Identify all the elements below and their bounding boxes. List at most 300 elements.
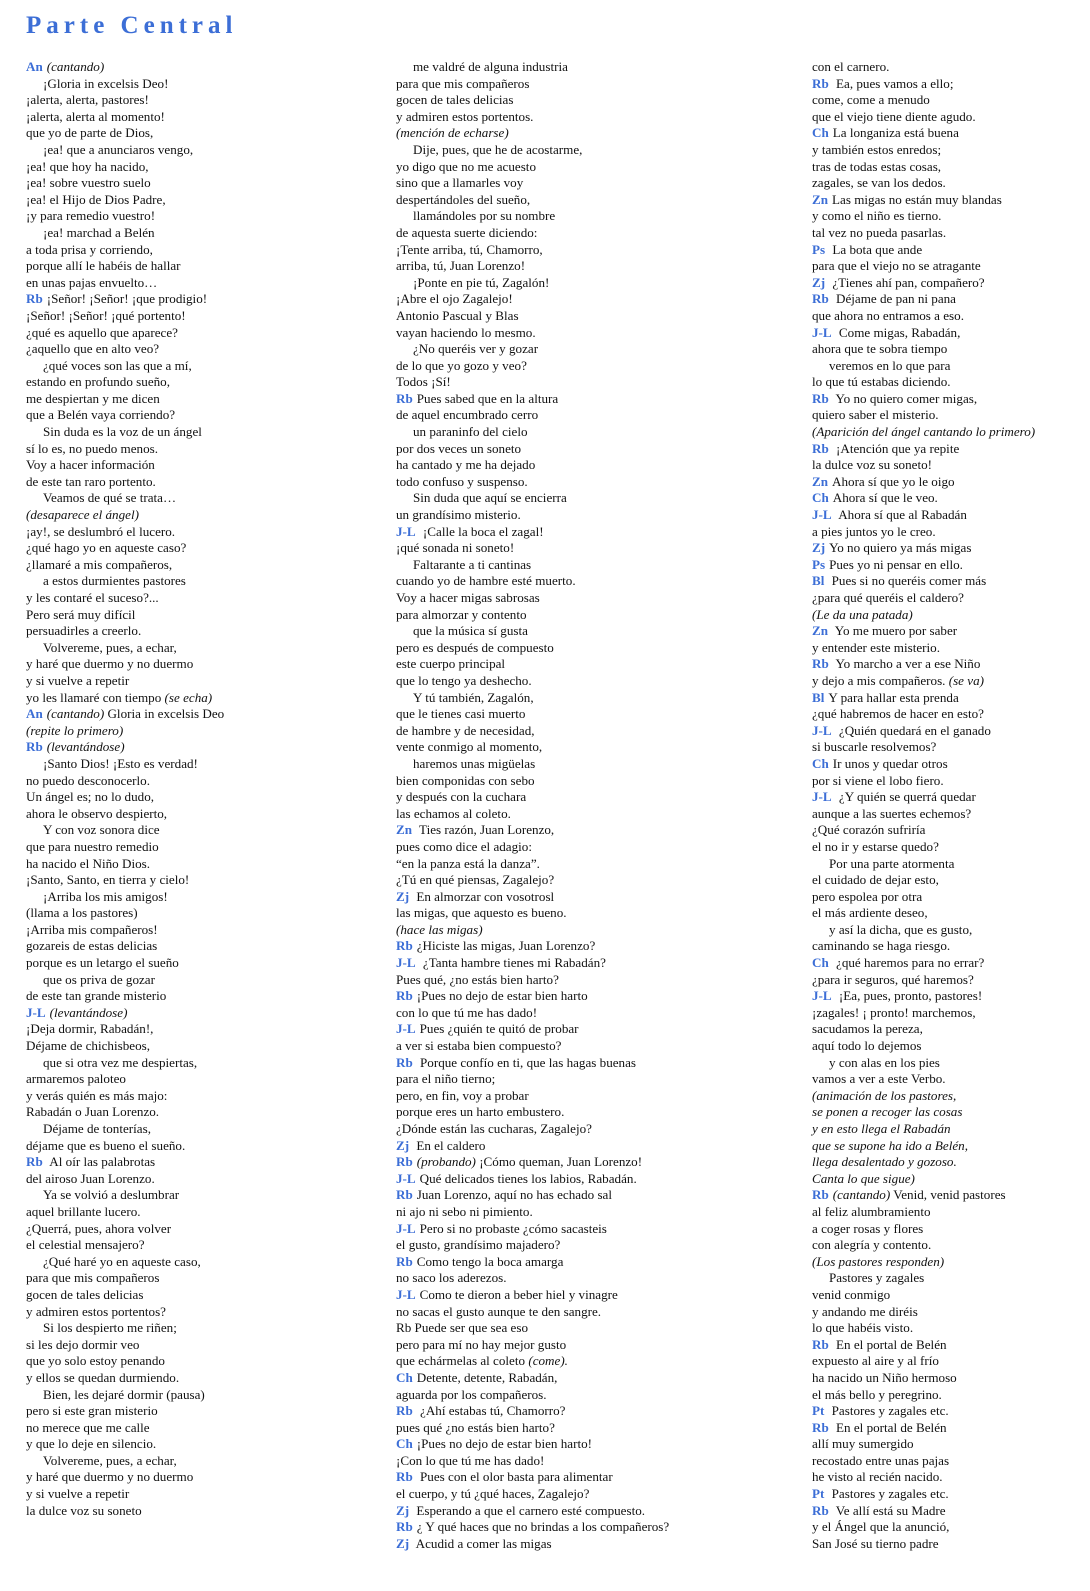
verse-line (26, 1187, 376, 1204)
verse-text: del airoso Juan Lorenzo. (26, 1170, 155, 1186)
verse-line (812, 524, 1082, 541)
verse-text: y andando me diréis (812, 1303, 918, 1319)
verse-text: y haré que duermo y no duermo (26, 1469, 194, 1485)
verse-text: Déjame de pan ni pana (832, 291, 956, 307)
verse-text: lo que habéis visto. (812, 1320, 914, 1336)
verse-text: Sin duda que aquí se encierra (413, 490, 567, 506)
verse-line (26, 291, 376, 308)
speaker-tag: Rb (812, 291, 829, 307)
verse-line (396, 889, 746, 906)
verse-line (396, 1486, 746, 1503)
stage-direction: Canta lo que sigue) (812, 1170, 915, 1186)
verse-line (812, 938, 1082, 955)
verse-text: Ahora sí que yo le oigo (832, 473, 955, 489)
page-title: Parte Central (26, 12, 238, 39)
verse-line (396, 1436, 746, 1453)
verse-line (812, 706, 1082, 723)
verse-line (812, 1055, 1082, 1072)
verse-text: ¡Señor! ¡Señor! ¡qué portento! (26, 307, 186, 323)
verse-text: ¡Calle la boca el zagal! (419, 523, 544, 539)
stage-direction: (levantándose) (49, 1004, 128, 1020)
verse-text: ¡Ea, pues, pronto, pastores! (835, 988, 983, 1004)
speaker-tag: J-L (396, 1220, 416, 1236)
verse-text: Ahora sí que le veo. (832, 490, 938, 506)
verse-text: ¿para qué queréis el caldero? (812, 590, 964, 605)
verse-text: ¡ay!, se deslumbró el lucero. (26, 523, 176, 539)
text-column-left (26, 59, 376, 1519)
verse-line (26, 1138, 376, 1155)
verse-text: de este tan grande misterio (26, 988, 167, 1004)
verse-line (812, 1221, 1082, 1238)
verse-text: En el portal de Belén (832, 1419, 947, 1435)
verse-text: Y para hallar esta prenda (828, 689, 959, 705)
verse-line (812, 125, 1082, 142)
verse-text: y si vuelve a repetir (26, 1486, 130, 1502)
verse-line (396, 1536, 746, 1553)
verse-line (396, 424, 746, 441)
verse-line (26, 889, 376, 906)
speaker-tag: An (26, 59, 43, 74)
verse-line (26, 441, 376, 458)
verse-line (26, 407, 376, 424)
stage-direction: (Los pastores responden) (812, 1253, 945, 1269)
verse-text: que yo de parte de Dios, (26, 125, 154, 141)
verse-line (26, 1121, 376, 1138)
verse-text: ¿Quién quedará en el ganado (835, 722, 991, 738)
verse-line (396, 1021, 746, 1038)
stage-direction: (hace las migas) (396, 921, 483, 937)
verse-line (396, 1387, 746, 1404)
speaker-tag: Rb (26, 1154, 43, 1170)
verse-line (812, 1038, 1082, 1055)
verse-text: pues qué ¿no estás bien harto? (396, 1419, 555, 1435)
verse-line (26, 1387, 376, 1404)
verse-line (396, 92, 746, 109)
verse-line (812, 1021, 1082, 1038)
verse-line (396, 806, 746, 823)
speaker-tag: Zj (812, 540, 826, 556)
verse-line (26, 474, 376, 491)
speaker-tag: Rb (812, 440, 829, 456)
verse-text: para que mis compañeros (396, 75, 530, 91)
verse-line (26, 1055, 376, 1072)
verse-line (26, 972, 376, 989)
verse-text: si buscarle resolvemos? (812, 739, 937, 755)
verse-text: sí lo es, no puedo menos. (26, 440, 159, 456)
verse-text: y entender este misterio. (812, 639, 940, 655)
verse-line (396, 1453, 746, 1470)
verse-line (26, 1453, 376, 1470)
speaker-tag: Rb (396, 1187, 413, 1203)
verse-text: Voy a hacer información (26, 457, 155, 473)
verse-text: ¡Arriba los mis amigos! (43, 888, 168, 904)
verse-text: si les dejo dormir veo (26, 1336, 140, 1352)
verse-line (812, 291, 1082, 308)
speaker-tag: Ch (812, 955, 829, 971)
verse-text: Todos ¡Sí! (396, 374, 451, 390)
verse-text: a ver si estaba bien compuesto? (396, 1038, 562, 1054)
verse-text: y ellos se quedan durmiendo. (26, 1369, 180, 1385)
verse-line (396, 1270, 746, 1287)
verse-line (812, 1287, 1082, 1304)
verse-line (396, 1121, 746, 1138)
verse-line (396, 1403, 746, 1420)
verse-text: Volvereme, pues, a echar, (43, 639, 177, 655)
verse-line (396, 308, 746, 325)
speaker-tag: J-L (812, 507, 832, 523)
speaker-tag: Ch (812, 490, 829, 506)
verse-text: un grandísimo misterio. (396, 507, 521, 523)
verse-line (26, 1436, 376, 1453)
verse-line (396, 1320, 746, 1337)
speaker-tag: J-L (396, 1286, 416, 1302)
verse-text: Por una parte atormenta (829, 855, 955, 871)
verse-text: La bota que ande (829, 241, 923, 257)
verse-line (396, 441, 746, 458)
verse-line (812, 1387, 1082, 1404)
verse-line (812, 457, 1082, 474)
verse-line (396, 1287, 746, 1304)
verse-line (812, 1005, 1082, 1022)
verse-text: Un ángel es; no lo dudo, (26, 789, 155, 805)
verse-line (26, 208, 376, 225)
verse-text: a pies juntos yo le creo. (812, 523, 936, 539)
verse-text: y así la dicha, que es gusto, (829, 921, 973, 937)
verse-line (26, 822, 376, 839)
verse-line (396, 756, 746, 773)
verse-text: que echármelas al coleto (396, 1353, 526, 1369)
verse-line (812, 1138, 1082, 1155)
verse-line (396, 656, 746, 673)
verse-line (812, 988, 1082, 1005)
verse-text: ¿para ir seguros, qué haremos? (812, 971, 974, 987)
verse-line (26, 557, 376, 574)
verse-line (396, 258, 746, 275)
verse-text: ¡Abre el ojo Zagalejo! (396, 291, 513, 307)
speaker-tag: Pt (812, 1486, 825, 1502)
stage-direction: (animación de los pastores, (812, 1087, 957, 1103)
verse-text: ¿aquello que en alto veo? (26, 341, 160, 357)
speaker-tag: Rb (396, 1054, 413, 1070)
verse-line (812, 59, 1082, 76)
verse-line (812, 1187, 1082, 1204)
verse-line (396, 1519, 746, 1536)
verse-line (396, 1187, 746, 1204)
verse-text: el gusto, grandísimo majadero? (396, 1237, 561, 1253)
verse-text: Yo no quiero comer migas, (832, 390, 978, 406)
verse-text: para que mis compañeros (26, 1270, 160, 1286)
verse-text: y después con la cuchara (396, 789, 527, 805)
verse-text: pero, en fin, voy a probar (396, 1087, 529, 1103)
text-column-middle (396, 59, 746, 1552)
verse-text: he visto al recién nacido. (812, 1469, 943, 1485)
verse-line (26, 524, 376, 541)
speaker-tag: J-L (396, 1170, 416, 1186)
verse-text: Yo me muero por saber (832, 623, 958, 639)
verse-line (26, 1254, 376, 1271)
speaker-tag: Bl (812, 689, 825, 705)
verse-line (812, 1469, 1082, 1486)
verse-line (26, 1304, 376, 1321)
verse-text: y con alas en los pies (829, 1054, 940, 1070)
verse-line (26, 242, 376, 259)
verse-line (396, 938, 746, 955)
speaker-tag: Ps (812, 556, 826, 572)
verse-line (812, 275, 1082, 292)
verse-line (26, 806, 376, 823)
verse-line (26, 457, 376, 474)
verse-text: con alegría y contento. (812, 1237, 932, 1253)
verse-line (26, 1104, 376, 1121)
verse-text: el cuerpo, y tú ¿qué haces, Zagalejo? (396, 1486, 590, 1502)
verse-line (812, 590, 1082, 607)
verse-text: armaremos paloteo (26, 1071, 126, 1087)
verse-text: ha nacido el Niño Dios. (26, 855, 151, 871)
verse-text: que a Belén vaya corriendo? (26, 407, 176, 423)
speaker-tag: Rb (26, 739, 43, 755)
verse-text: Ya se volvió a deslumbrar (43, 1187, 180, 1203)
verse-text: gocen de tales delicias (396, 92, 514, 108)
stage-direction: y en esto llega el Rabadán (812, 1121, 951, 1136)
verse-text: ¡Con lo que tú me has dado! (396, 1452, 545, 1468)
verse-line (26, 192, 376, 209)
verse-text: Ea, pues vamos a ello; (832, 75, 954, 91)
verse-line (812, 789, 1082, 806)
verse-line (26, 739, 376, 756)
verse-text: con lo que tú me has dado! (396, 1004, 538, 1020)
verse-line (396, 1503, 746, 1520)
stage-direction: (levantándose) (46, 739, 125, 755)
verse-line (812, 739, 1082, 756)
verse-line (396, 374, 746, 391)
verse-line (396, 275, 746, 292)
verse-text: recostado entre unas pajas (812, 1452, 950, 1468)
verse-line (812, 607, 1082, 624)
verse-text: Rb Puede ser que sea eso (396, 1320, 528, 1336)
verse-line (396, 955, 746, 972)
verse-text: vente conmigo al momento, (396, 739, 543, 755)
verse-line (26, 773, 376, 790)
verse-line (812, 192, 1082, 209)
verse-text: Al oír las palabrotas (46, 1154, 156, 1170)
verse-line (396, 109, 746, 126)
verse-line (396, 474, 746, 491)
verse-text: ha cantado y me ha dejado (396, 457, 536, 473)
verse-line (26, 109, 376, 126)
verse-line (26, 1005, 376, 1022)
verse-text: pues como dice el adagio: (396, 838, 532, 854)
speaker-tag: Rb (396, 1154, 413, 1170)
verse-text: Y con voz sonora dice (43, 822, 160, 838)
verse-text: Pastores y zagales (829, 1270, 925, 1286)
verse-line (396, 856, 746, 873)
verse-line (26, 275, 376, 292)
verse-text: Pero si no probaste ¿cómo sacasteis (419, 1220, 607, 1236)
verse-line (396, 1071, 746, 1088)
verse-text: la dulce voz su soneto! (812, 457, 932, 473)
verse-line (26, 789, 376, 806)
verse-text: y el Ángel que la anunció, (812, 1519, 950, 1535)
verse-text: y también estos enredos; (812, 141, 942, 157)
verse-text: Juan Lorenzo, aquí no has echado sal (416, 1187, 612, 1203)
speaker-tag: Ch (812, 125, 829, 141)
verse-line (26, 1071, 376, 1088)
verse-line (26, 1088, 376, 1105)
verse-text: ¡Santo, Santo, en tierra y cielo! (26, 872, 190, 888)
verse-text: ¡ea! el Hijo de Dios Padre, (26, 191, 166, 207)
verse-line (812, 640, 1082, 657)
stage-direction: (mención de echarse) (396, 125, 509, 141)
verse-line (26, 1038, 376, 1055)
verse-line (396, 1138, 746, 1155)
verse-line (812, 1121, 1082, 1138)
verse-line (26, 607, 376, 624)
verse-text: Esperando a que el carnero esté compuesto. (413, 1502, 646, 1518)
verse-text: de este tan raro portento. (26, 473, 156, 489)
verse-text: ¡Ponte en pie tú, Zagalón! (413, 274, 550, 290)
verse-line (812, 822, 1082, 839)
verse-line (812, 159, 1082, 176)
verse-line (26, 1320, 376, 1337)
verse-text: ¡Deja dormir, Rabadán!, (26, 1021, 154, 1037)
verse-text: Ahora sí que al Rabadán (835, 507, 967, 523)
verse-line (396, 125, 746, 142)
verse-line (812, 1254, 1082, 1271)
speaker-tag: J-L (812, 324, 832, 340)
verse-line (812, 856, 1082, 873)
verse-text: arriba, tú, Juan Lorenzo! (396, 258, 526, 274)
verse-text: Déjame de tonterías, (43, 1121, 151, 1136)
verse-text: ahora le observo despierto, (26, 805, 168, 821)
verse-line (396, 690, 746, 707)
verse-line (26, 573, 376, 590)
verse-line (396, 208, 746, 225)
verse-text: Yo no quiero ya más migas (829, 540, 972, 556)
verse-line (396, 1420, 746, 1437)
verse-text: me valdré de alguna industria (413, 59, 568, 74)
speaker-tag: Rb (812, 1187, 829, 1203)
verse-line (812, 1204, 1082, 1221)
verse-line (26, 391, 376, 408)
stage-direction: (cantando) (46, 706, 105, 722)
verse-line (396, 1104, 746, 1121)
verse-text: pero para mí no hay mejor gusto (396, 1336, 567, 1352)
speaker-tag: Zn (396, 822, 413, 838)
verse-text: ¡Pues no dejo de estar bien harto (416, 988, 588, 1004)
verse-line (26, 673, 376, 690)
verse-line (396, 540, 746, 557)
speaker-tag: Zj (396, 1137, 410, 1153)
verse-text: La longaniza está buena (832, 125, 959, 141)
verse-line (26, 1370, 376, 1387)
speaker-tag: Rb (812, 1419, 829, 1435)
verse-text: de lo que yo gozo y veo? (396, 357, 527, 373)
verse-text: vamos a ver a este Verbo. (812, 1071, 946, 1087)
verse-line (26, 125, 376, 142)
verse-text: ¡ea! marchad a Belén (43, 224, 155, 240)
verse-text: todo confuso y suspenso. (396, 473, 528, 489)
verse-line (26, 374, 376, 391)
verse-line (26, 656, 376, 673)
verse-line (26, 623, 376, 640)
verse-text: y si vuelve a repetir (26, 672, 130, 688)
verse-text: que lo tengo ya deshecho. (396, 672, 532, 688)
speaker-tag: J-L (396, 955, 416, 971)
speaker-tag: Rb (812, 390, 829, 406)
verse-text: tras de todas estas cosas, (812, 158, 942, 174)
verse-text: un paraninfo del cielo (413, 424, 528, 440)
speaker-tag: J-L (812, 722, 832, 738)
verse-line (26, 905, 376, 922)
verse-text: vayan haciendo lo mesmo. (396, 324, 536, 340)
verse-text: porque es un letargo el sueño (26, 955, 179, 971)
verse-text: ¡Señor! ¡Señor! ¡que prodigio! (46, 291, 208, 307)
verse-line (396, 839, 746, 856)
verse-text: y les contaré el suceso?... (26, 590, 159, 605)
stage-direction: (desaparece el ángel) (26, 507, 139, 523)
verse-line (396, 922, 746, 939)
verse-line (812, 142, 1082, 159)
stage-direction: (Aparición del ángel cantando lo primero) (812, 424, 1036, 440)
verse-line (812, 1486, 1082, 1503)
verse-text: Pero será muy difícil (26, 606, 136, 622)
verse-line (26, 59, 376, 76)
verse-line (26, 1403, 376, 1420)
verse-text: cuando yo de hambre esté muerto. (396, 573, 576, 589)
verse-line (396, 673, 746, 690)
verse-text: gozareis de estas delicias (26, 938, 158, 954)
verse-text: Volvereme, pues, a echar, (43, 1452, 177, 1468)
verse-text: ¿Tanta hambre tienes mi Rabadán? (419, 955, 606, 971)
verse-text: (llama a los pastores) (26, 905, 138, 921)
verse-line (26, 922, 376, 939)
verse-text: Detente, detente, Rabadán, (416, 1369, 558, 1385)
verse-line (396, 706, 746, 723)
verse-line (26, 142, 376, 159)
verse-text: haremos unas migüelas (413, 755, 536, 771)
verse-text: come, come a menudo (812, 92, 930, 108)
verse-line (26, 1221, 376, 1238)
verse-line (26, 1353, 376, 1370)
verse-line (396, 142, 746, 159)
verse-text: ¡ea! que hoy ha nacido, (26, 158, 149, 174)
verse-text: ¿Qué haré yo en aqueste caso, (43, 1253, 201, 1269)
verse-line (396, 192, 746, 209)
stage-direction: llega desalentado y gozoso. (812, 1154, 957, 1170)
verse-text: este cuerpo principal (396, 656, 506, 672)
verse-line (812, 441, 1082, 458)
verse-line (812, 922, 1082, 939)
verse-line (396, 407, 746, 424)
verse-line (26, 225, 376, 242)
verse-text: Déjame de chichisbeos, (26, 1038, 150, 1054)
verse-line (26, 159, 376, 176)
speaker-tag: Ps (812, 241, 826, 257)
verse-text: Como te dieron a beber hiel y vinagre (419, 1286, 618, 1302)
verse-text: Pues sabed que en la altura (416, 390, 559, 406)
verse-text: ¡Pues no dejo de estar bien harto! (416, 1436, 593, 1452)
verse-text: a coger rosas y flores (812, 1220, 924, 1236)
stage-direction: (se va) (945, 672, 984, 688)
verse-line (812, 208, 1082, 225)
verse-text: para el niño tierno; (396, 1071, 496, 1087)
verse-line (396, 358, 746, 375)
verse-line (396, 640, 746, 657)
verse-line (26, 1486, 376, 1503)
verse-text: Yo marcho a ver a ese Niño (832, 656, 981, 672)
verse-line (812, 1503, 1082, 1520)
verse-text: ¿Hiciste las migas, Juan Lorenzo? (416, 938, 596, 954)
